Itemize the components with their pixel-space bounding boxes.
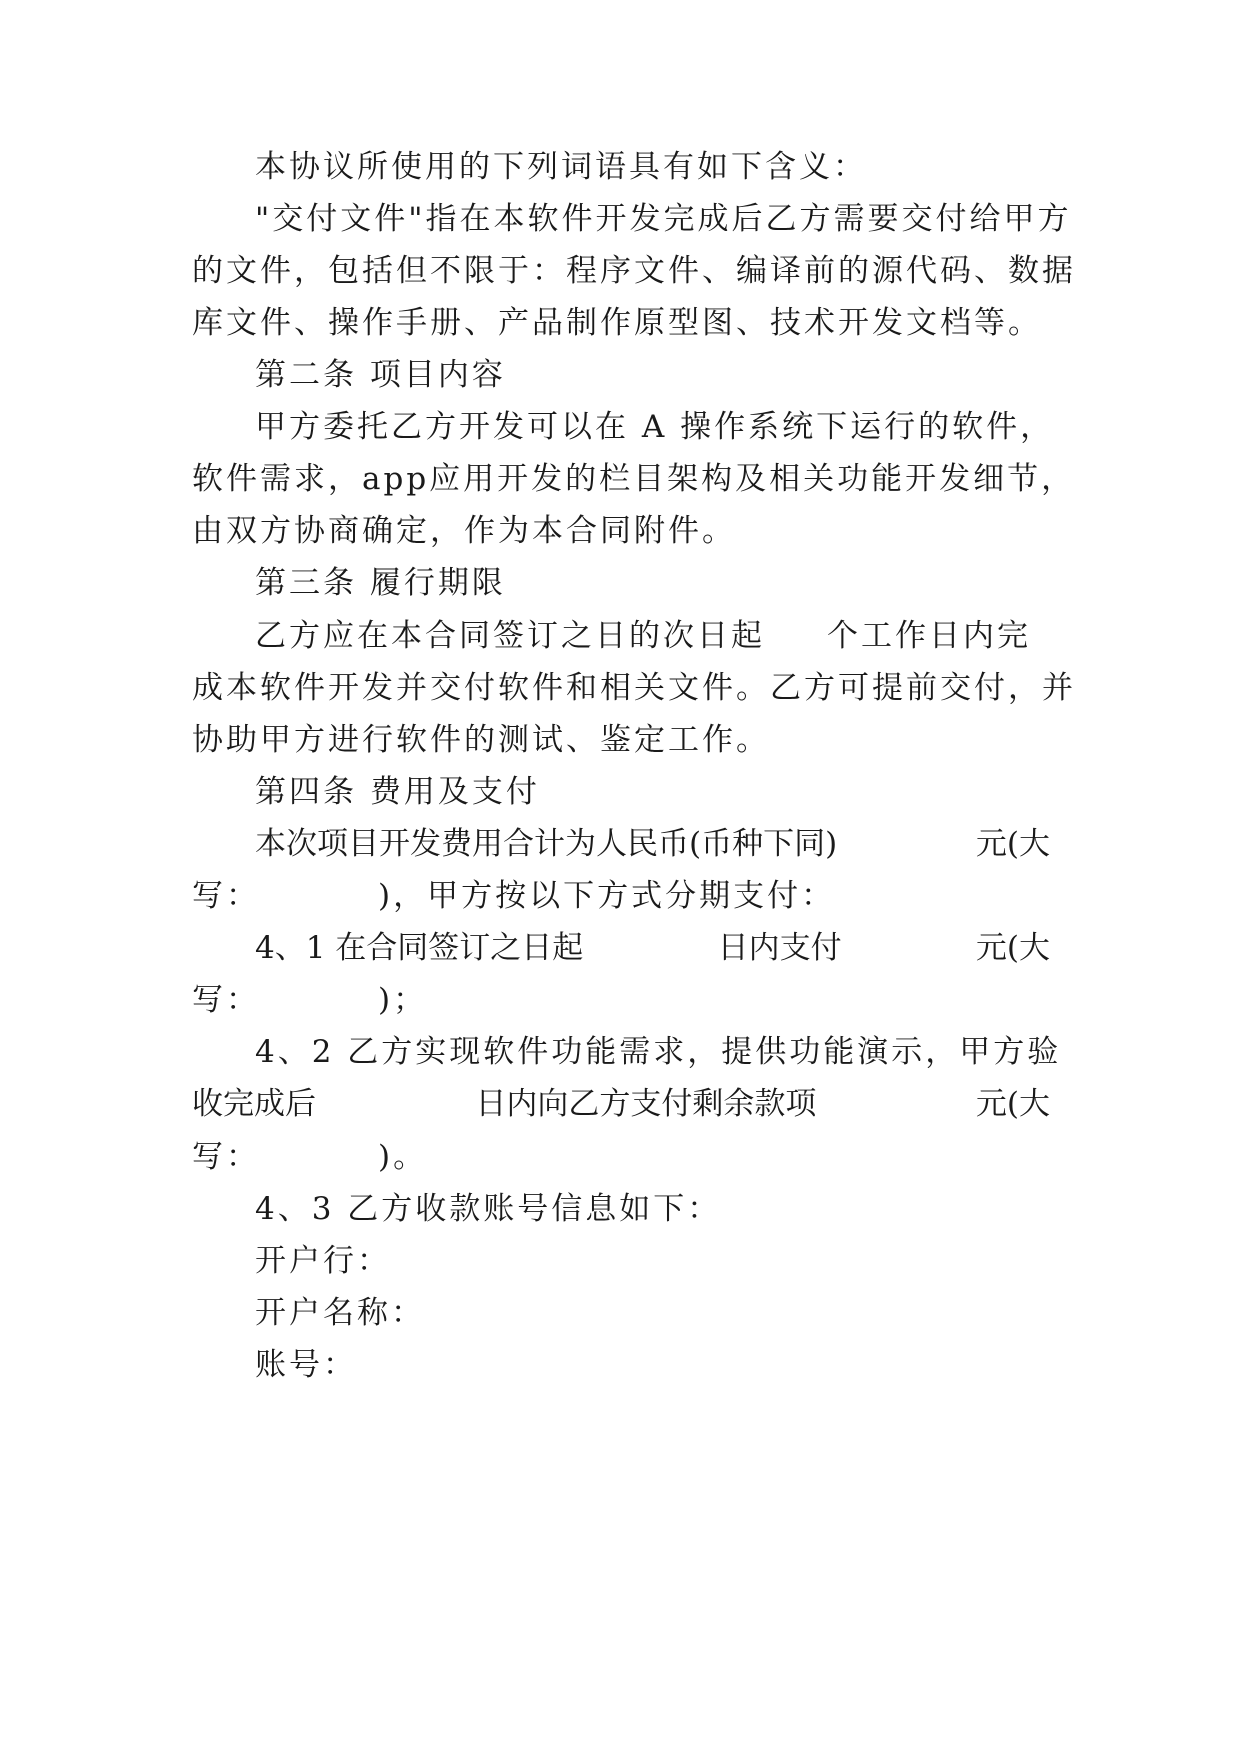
clause-4-2-line2-part-b: 日内向乙方支付剩余款项	[475, 1086, 817, 1122]
article-3-line: 成本软件开发并交付软件和相关文件。乙方可提前交付，并	[192, 670, 1076, 706]
bank-label: 开户行：	[255, 1243, 391, 1279]
article-3-line1-part-a: 乙方应在本合同签订之日的次日起	[255, 618, 765, 654]
clause-4-1-part-a: 4、1 在合同签订之日起	[255, 930, 584, 966]
definition-line: "交付文件"指在本软件开发完成后乙方需要交付给甲方	[255, 201, 1072, 237]
account-number-label: 账号：	[255, 1347, 357, 1383]
clause-4-1-part-c: 元(大	[975, 930, 1050, 966]
article-2-line: 由双方协商确定，作为本合同附件。	[192, 513, 736, 549]
clause-4-1-line	[192, 971, 1050, 1029]
definitions-intro: 本协议所使用的下列词语具有如下含义：	[255, 149, 867, 185]
clause-4-3-line: 4、3 乙方收款账号信息如下：	[255, 1191, 722, 1227]
clause-4-1-line	[255, 919, 1050, 977]
article-2-line: 软件需求，app应用开发的栏目架构及相关功能开发细节，	[192, 461, 1076, 497]
clause-4-1-line2-part-a: 写：	[192, 982, 260, 1018]
clause-4-2-line3-part-b: )。	[378, 1139, 428, 1175]
definition-line: 库文件、操作手册、产品制作原型图、技术开发文档等。	[192, 305, 1042, 341]
article-4-line1-part-b: 元(大	[975, 826, 1050, 862]
clause-4-2-line: 4、2 乙方实现软件功能需求，提供功能演示，甲方验	[255, 1034, 1062, 1070]
clause-4-1-part-b: 日内支付	[717, 930, 842, 966]
article-4-line1-part-a: 本次项目开发费用合计为人民币(币种下同)	[255, 826, 838, 862]
article-4-heading: 第四条 费用及支付	[255, 774, 540, 810]
clause-4-1-line2-part-b: )；	[378, 982, 428, 1018]
article-3-line	[255, 607, 1050, 665]
clause-4-2-line2-part-c: 元(大	[975, 1086, 1050, 1122]
article-2-heading: 第二条 项目内容	[255, 357, 506, 393]
article-3-heading: 第三条 履行期限	[255, 565, 506, 601]
clause-4-2-line2-part-a: 收完成后	[192, 1086, 316, 1122]
article-4-line2-part-a: 写：	[192, 878, 260, 914]
clause-4-2-line3-part-a: 写：	[192, 1139, 260, 1175]
clause-4-2-line	[192, 1075, 1050, 1133]
article-4-line	[255, 815, 1050, 873]
account-name-label: 开户名称：	[255, 1295, 425, 1331]
article-4-line2-part-b: )，甲方按以下方式分期支付：	[378, 878, 836, 914]
article-3-line1-part-b: 个工作日内完	[827, 618, 1031, 654]
article-4-line	[192, 867, 1050, 925]
definition-line: 的文件，包括但不限于：程序文件、编译前的源代码、数据	[192, 253, 1076, 289]
article-3-line: 协助甲方进行软件的测试、鉴定工作。	[192, 722, 770, 758]
article-2-line: 甲方委托乙方开发可以在 A 操作系统下运行的软件，	[255, 409, 1055, 445]
clause-4-2-line	[192, 1128, 1050, 1186]
